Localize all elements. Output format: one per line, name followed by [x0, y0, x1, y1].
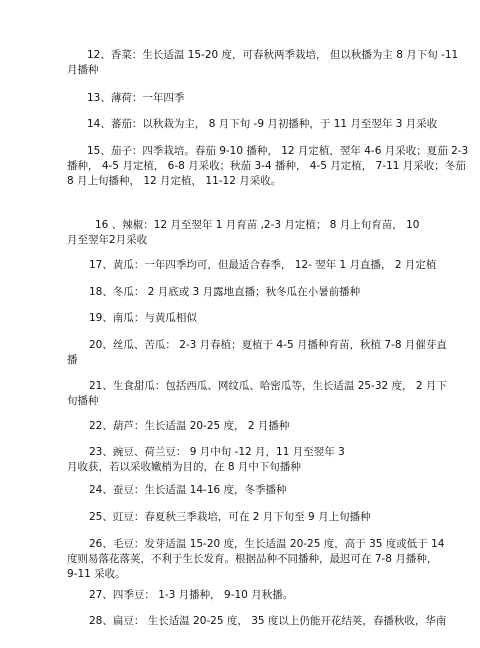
entry-line: 27、四季豆： 1-3 月播种， 9-10 月秋播。 [89, 589, 294, 601]
entry-line: 19、南瓜：与黄瓜相似 [89, 312, 197, 324]
entry-line: 25、豇豆：春夏秋三季栽培，可在 2 月下旬至 9 月上旬播种 [89, 511, 371, 523]
entry-21 [0, 379, 480, 409]
entry-23 [0, 445, 480, 475]
entry-line: 20、丝瓜、苦瓜： 2-3 月春植；夏植于 4-5 月播种育苗，秋植 7-8 月催芽直 [89, 339, 447, 351]
entry-line: 16 、辣椒：12 月至翌年 1 月育苗 ,2-3 月定植； 8 月上旬育苗， 10 [95, 219, 420, 231]
entry-line: 14、蕃茄：以秋栽为主， 8 月下旬 -9 月初播种，于 11 月至翌年 3 月采收 [87, 118, 438, 130]
entry-19 [0, 311, 480, 326]
entry-line: 12、香菜：生长适温 15-20 度，可春秋两季栽培， 但以秋播为主 8 月下旬 -11 [87, 49, 459, 61]
entry-line: 22、葫芦：生长适温 20-25 度， 2 月播种 [89, 420, 290, 432]
entry-20 [0, 338, 480, 368]
entry-16 [0, 218, 480, 248]
entry-line: 月播种 [67, 64, 99, 76]
entry-17 [0, 258, 480, 273]
entry-line: 月收获，若以采收嫩梢为目的，在 8 月中下旬播种 [67, 461, 301, 473]
entry-line: 8 月上旬播种， 12 月定植， 11-12 月采收。 [67, 175, 282, 187]
entry-13 [0, 91, 480, 106]
entry-line: 播种， 4-5 月定植， 6-8 月采收；秋茄 3-4 播种， 4-5 月定植， 7-11 月采收；冬茄 [67, 160, 466, 172]
entry-line: 24、蚕豆：生长适温 14-16 度，冬季播种 [89, 484, 287, 496]
entry-line: 17、黄瓜：一年四季均可，但最适合春季， 12- 翌年 1 月直播， 2 月定植 [89, 259, 437, 271]
entry-line: 度则易落花落荚，不利于生长发育。根据品种不同播种，最迟可在 7-8 月播种， [67, 553, 438, 565]
entry-12 [0, 48, 480, 78]
entry-14 [0, 117, 480, 132]
entry-28 [0, 614, 480, 629]
entry-26 [0, 537, 480, 582]
entry-22 [0, 419, 480, 434]
entry-25 [0, 510, 480, 525]
entry-line: 28、扁豆： 生长适温 20-25 度， 35 度以上仍能开花结荚，春播秋收，华南 [89, 615, 447, 627]
entry-line: 21、生食甜瓜：包括西瓜、网纹瓜、哈密瓜等，生长适温 25-32 度， 2 月下 [89, 380, 447, 392]
entry-line: 月至翌年2月采收 [67, 234, 148, 246]
entry-line: 旬播种 [67, 395, 99, 407]
entry-15 [0, 144, 480, 189]
entry-27 [0, 588, 480, 603]
entry-line: 9-11 采收。 [67, 568, 126, 580]
entry-line: 26、毛豆：发芽适温 15-20 度，生长适温 20-25 度，高于 35 度或低于 14 [89, 538, 445, 550]
entry-line: 13、薄荷：一年四季 [87, 92, 185, 104]
entry-18 [0, 285, 480, 300]
entry-24 [0, 483, 480, 498]
entry-line: 18、冬瓜： 2 月底或 3 月露地直播；秋冬瓜在小暑前播种 [89, 286, 361, 298]
entry-line: 15、茄子：四季栽培。春茄 9-10 播种， 12 月定植，翌年 4-6 月采收；夏茄 2-3 [87, 145, 469, 157]
entry-line: 23、豌豆、荷兰豆： 9 月中旬 -12 月，11 月至翌年 3 [89, 446, 345, 458]
entry-line: 播 [67, 354, 78, 366]
